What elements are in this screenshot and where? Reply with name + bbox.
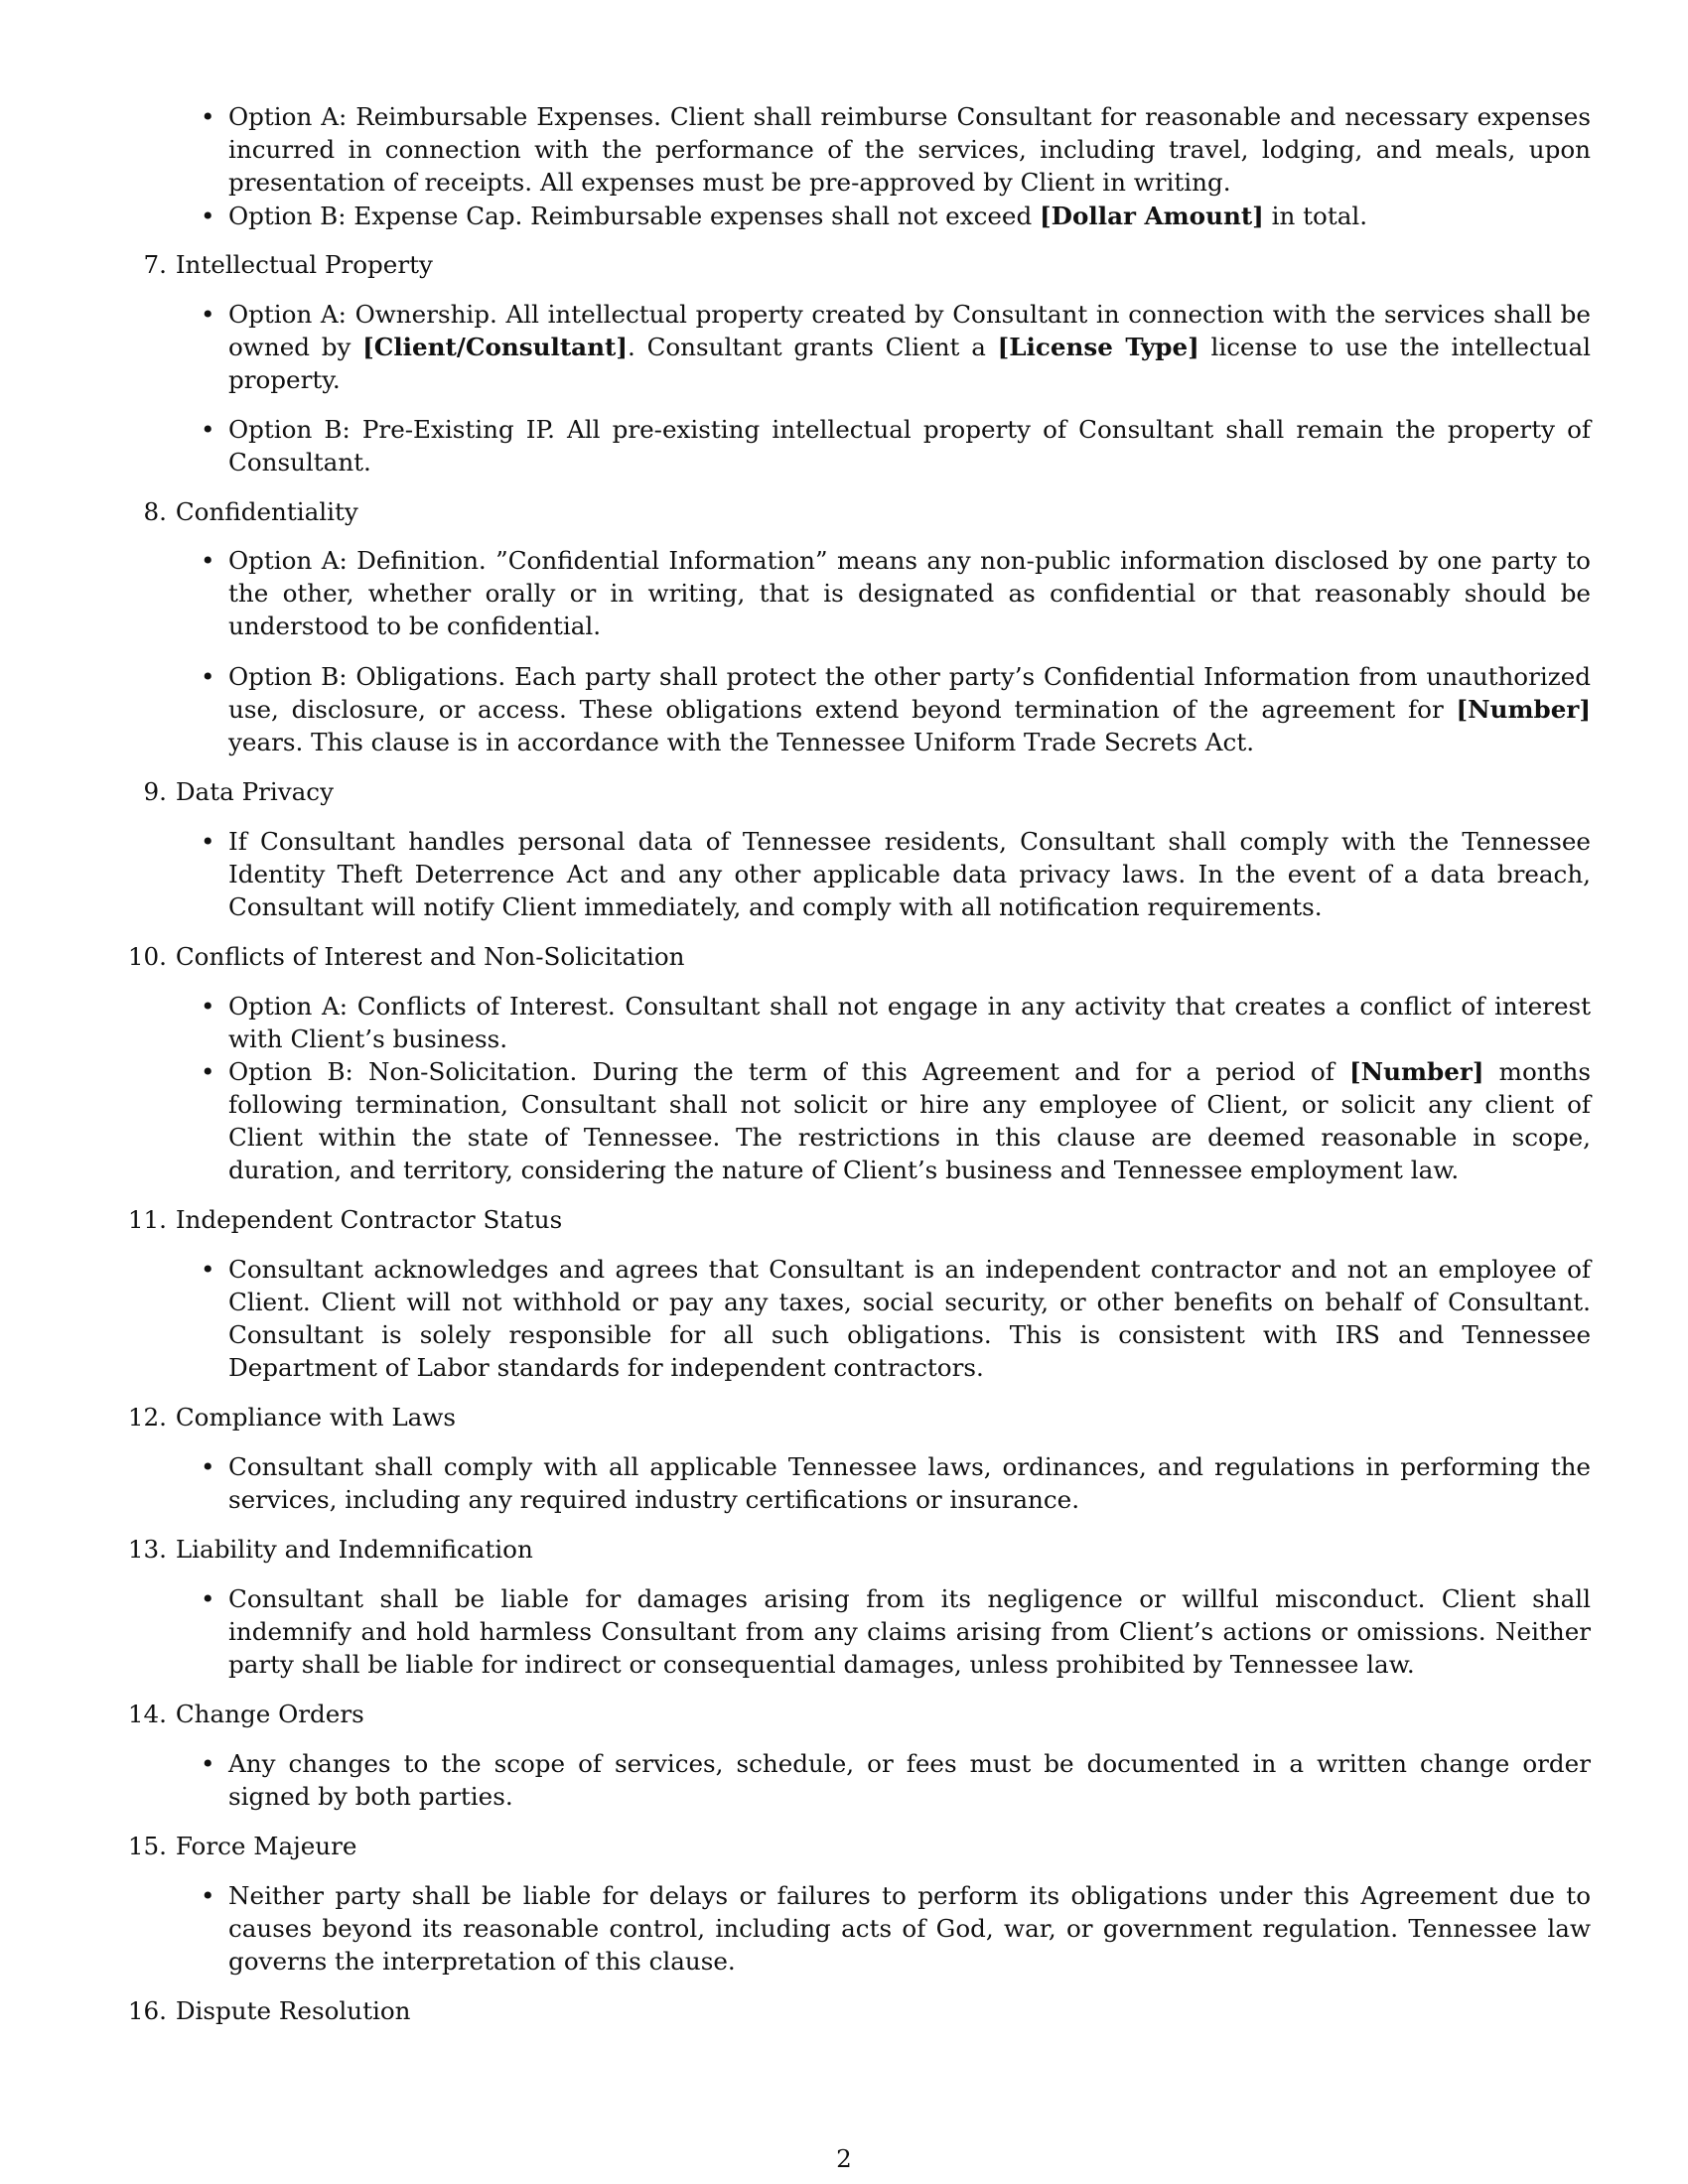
- section-heading-15: 15. Force Majeure: [127, 1832, 357, 1860]
- section-heading-8: 8. Confidentiality: [143, 497, 358, 526]
- bullet-liability: • Consultant shall be liable for damages arising from its negligence or willful misconduct. Client shall indemnify and hold harmless Consultant from any claims arising from Client’s actions or omissions. Neither party shall be liable for indirect or consequential damages, unless prohibited by Tennessee law.: [228, 1582, 1591, 1681]
- section-heading-14: 14. Change Orders: [127, 1700, 364, 1728]
- bullet-independent-contractor: • Consultant acknowledges and agrees that Consultant is an independent contractor and not an employee of Client. Client will not withhold or pay any taxes, social security, or other benefits on behalf of Consultant. Consultant is solely responsible for all such obligations. This is consistent with IRS and Tennessee Department of Labor standards for independent contractors.: [228, 1253, 1591, 1384]
- bullet-option-b-pre-existing-ip: • Option B: Pre-Existing IP. All pre-existing intellectual property of Consultant shall remain the property of Consultant.: [228, 413, 1591, 478]
- bullet-option-b-expense-cap: • Option B: Expense Cap. Reimbursable expenses shall not exceed [Dollar Amount] in total.: [228, 200, 1591, 232]
- bullet-change-orders: • Any changes to the scope of services, schedule, or fees must be documented in a written change order signed by both parties.: [228, 1747, 1591, 1813]
- section-heading-9: 9. Data Privacy: [143, 777, 334, 806]
- bullet-option-a-conflicts-of-interest: • Option A: Conflicts of Interest. Consultant shall not engage in any activity that creates a conflict of interest with Client’s business.: [228, 990, 1591, 1055]
- bullet-option-b-obligations: • Option B: Obligations. Each party shall protect the other party’s Confidential Information from unauthorized use, disclosure, or access. These obligations extend beyond termination of the agreement for [Number] years. This clause is in accordance with the Tennessee Uniform Trade Secrets Act.: [228, 660, 1591, 758]
- section-heading-16: 16. Dispute Resolution: [127, 1996, 411, 2025]
- bullet-option-a-ownership: • Option A: Ownership. All intellectual property created by Consultant in connection with the services shall be owned by [Client/Consultant]. Consultant grants Client a [License Type] license to use the intellectual property.: [228, 298, 1591, 396]
- bullet-option-a-definition: • Option A: Definition. ”Confidential Information” means any non-public information disclosed by one party to the other, whether orally or in writing, that is designated as confidential or that reasonably should be understood to be confidential.: [228, 544, 1591, 642]
- section-heading-10: 10. Conflicts of Interest and Non-Solicitation: [127, 942, 685, 971]
- bullet-option-a-reimbursable-expenses: • Option A: Reimbursable Expenses. Client shall reimburse Consultant for reasonable and necessary expenses incurred in connection with the performance of the services, including travel, lodging, and meals, upon presentation of receipts. All expenses must be pre-approved by Client in writing.: [228, 100, 1591, 199]
- section-heading-13: 13. Liability and Indemnification: [127, 1535, 533, 1564]
- section-heading-7: 7. Intellectual Property: [143, 250, 433, 279]
- section-heading-11: 11. Independent Contractor Status: [127, 1205, 563, 1234]
- bullet-data-privacy: • If Consultant handles personal data of Tennessee residents, Consultant shall comply with the Tennessee Identity Theft Deterrence Act and any other applicable data privacy laws. In the event of a data breach, Consultant will notify Client immediately, and comply with all notification requirements.: [228, 825, 1591, 923]
- bullet-force-majeure: • Neither party shall be liable for delays or failures to perform its obligations under this Agreement due to causes beyond its reasonable control, including acts of God, war, or government regulation. Tennessee law governs the interpretation of this clause.: [228, 1879, 1591, 1978]
- bullet-compliance-with-laws: • Consultant shall comply with all applicable Tennessee laws, ordinances, and regulations in performing the services, including any required industry certifications or insurance.: [228, 1450, 1591, 1516]
- section-heading-12: 12. Compliance with Laws: [127, 1403, 457, 1432]
- bullet-option-b-non-solicitation: • Option B: Non-Solicitation. During the term of this Agreement and for a period of [Number] months following termination, Consultant shall not solicit or hire any employee of Client, or solicit any client of Client within the state of Tennessee. The restrictions in this clause are deemed reasonable in scope, duration, and territory, considering the nature of Client’s business and Tennessee employment law.: [228, 1055, 1591, 1186]
- page-number: 2: [836, 2144, 852, 2173]
